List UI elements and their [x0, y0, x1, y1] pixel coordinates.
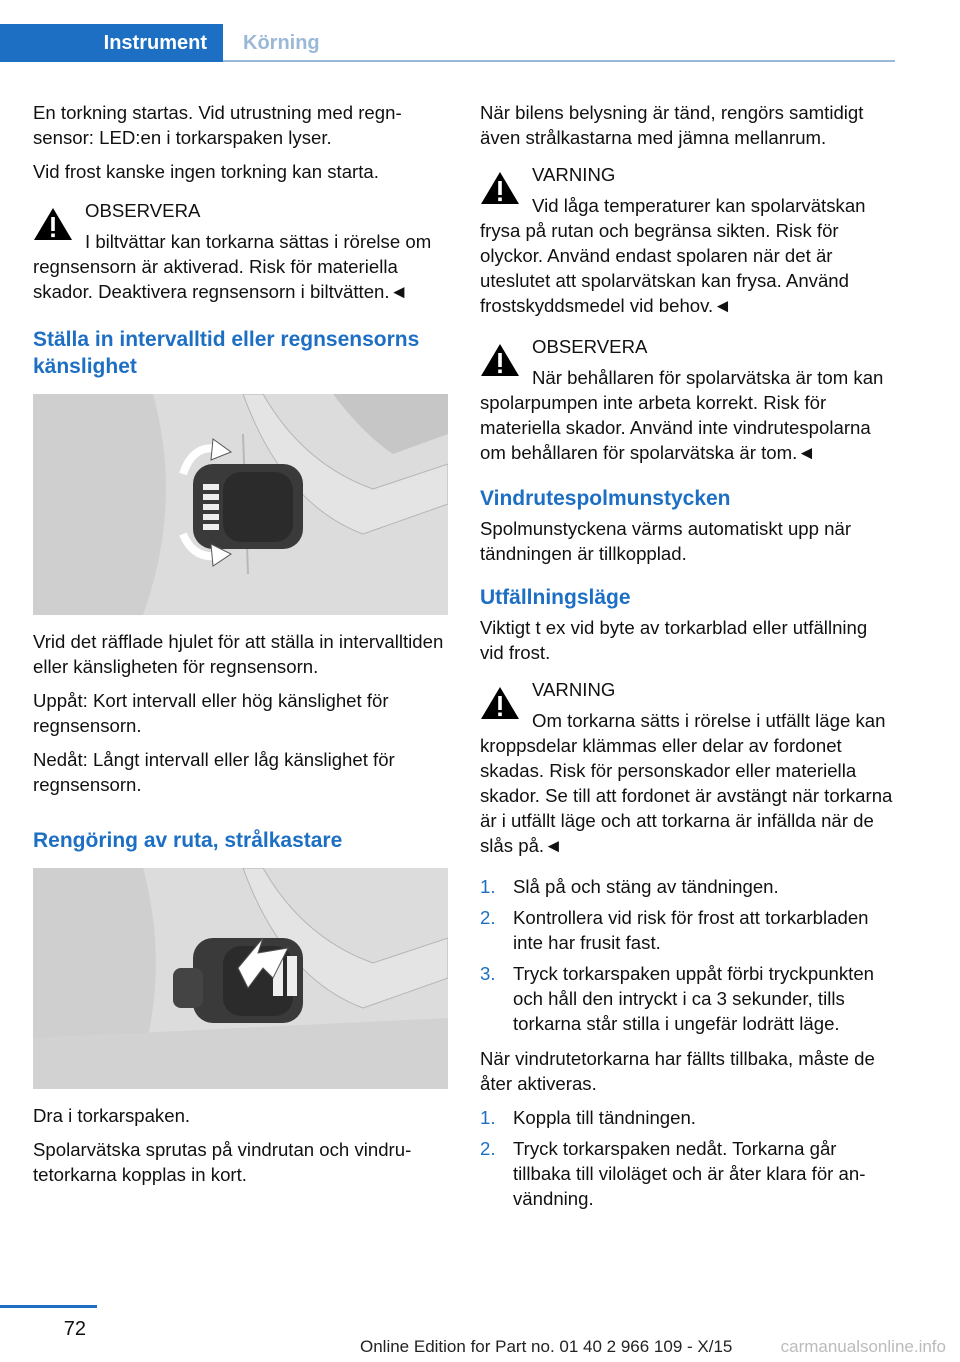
- list-number: 3.: [480, 963, 496, 984]
- list-item: [480, 905, 896, 955]
- list-text: Slå på och stäng av tändningen.: [513, 876, 779, 897]
- page-number: 72: [63, 1318, 86, 1340]
- warning-triangle-icon: [33, 206, 73, 242]
- list-number: 1.: [480, 1107, 496, 1128]
- list-number: 2.: [480, 907, 496, 928]
- tab-divider: [223, 60, 895, 62]
- tab-korning[interactable]: Körning: [243, 31, 320, 54]
- warning-triangle-icon: [480, 342, 520, 378]
- section-heading: Rengöring av ruta, strålkastare: [33, 829, 343, 852]
- caution-title: OBSERVERA: [532, 336, 648, 357]
- warning-title: VARNING: [532, 164, 616, 185]
- paragraph: Dra i torkarspaken.: [33, 1105, 191, 1126]
- paragraph: Nedåt: Långt intervall eller låg känslighet för regnsensorn.: [33, 749, 395, 795]
- right-column: [480, 100, 896, 1221]
- list-item: [480, 874, 896, 899]
- wiper-lever-pull-illustration: [33, 868, 448, 1089]
- warning-triangle-icon: [480, 170, 520, 206]
- list-text: Kontrollera vid risk för frost att torkarbladen inte har frusit fast.: [513, 907, 869, 953]
- caution-title: OBSERVERA: [85, 200, 201, 221]
- paragraph: Spolmunstyckena värms automatiskt upp när tändningen är tillkopplad.: [480, 518, 852, 564]
- paragraph: Vid frost kanske ingen torkning kan starta.: [33, 161, 379, 182]
- paragraph: En torkning startas. Vid utrustning med regnsensor: LED:en i torkarspaken lyser.: [33, 102, 402, 148]
- tab-instrument[interactable]: Instrument: [0, 24, 223, 62]
- caution-box: [33, 198, 449, 304]
- list-item: [480, 1105, 896, 1130]
- list-number: 2.: [480, 1138, 496, 1159]
- left-column: [33, 100, 449, 1196]
- section-heading: Utfällningsläge: [480, 586, 631, 609]
- section-heading: Vindrutespolmunstycken: [480, 487, 731, 510]
- list-item: [480, 1136, 896, 1211]
- list-text: Tryck torkarspaken uppåt förbi tryckpunkten och håll den intryckt i ca 3 sekunder, tills torkarna står stilla i ungefär lodrätt läge.: [513, 963, 875, 1034]
- list-text: Koppla till tändningen.: [513, 1107, 696, 1128]
- paragraph: Spolarvätska sprutas på vindrutan och vindrutetorkarna kopplas in kort.: [33, 1139, 412, 1185]
- paragraph: Viktigt t ex vid byte av torkarblad eller utfällning vid frost.: [480, 617, 868, 663]
- list-number: 1.: [480, 876, 496, 897]
- footer-rule: [0, 1305, 97, 1308]
- paragraph: Uppåt: Kort intervall eller hög känslighet för regnsensorn.: [33, 690, 389, 736]
- caution-text: När behållaren för spolarvätska är tom kan spolarpumpen inte arbeta korrekt. Risk för materiella skador. Använd inte vindrutespolarna om behållaren för spolarvätska är tom.◄: [480, 367, 884, 463]
- caution-box: [480, 334, 896, 465]
- caution-text: I biltvättar kan torkarna sättas i rörelse om regnsensorn är aktiverad. Risk för materiella skador. Deaktivera regnsensorn i biltvätten.◄: [33, 231, 432, 302]
- tab-bar: [0, 24, 895, 62]
- warning-text: Om torkarna sätts i rörelse i utfällt läge kan kroppsdelar klämmas eller delar av fordonet skadas. Risk för personskador eller materiella skador. Se till att fordonet är avstängt när torkarna är i utfällt läge och att torkarna är infällda när de slås på.◄: [480, 710, 893, 856]
- steps-list: [480, 1105, 896, 1211]
- list-item: [480, 961, 896, 1036]
- warning-text: Vid låga temperaturer kan spolarvätskan frysa på rutan och begränsa sikten. Risk för olyckor. Använd endast spolaren när det är uteslutet att spolarvätskan kan frysa. Använd frostskyddsmedel vid behov.◄: [480, 195, 866, 316]
- warning-triangle-icon: [480, 685, 520, 721]
- paragraph: När bilens belysning är tänd, rengörs samtidigt även strålkastarna med jämna mellanrum.: [480, 102, 864, 148]
- edition-note: Online Edition for Part no. 01 40 2 966 109 - X/15: [360, 1337, 733, 1356]
- paragraph: När vindrutetorkarna har fällts tillbaka, måste de åter aktiveras.: [480, 1048, 875, 1094]
- paragraph: Vrid det räfflade hjulet för att ställa in intervalltiden eller känsligheten för regnsensorn.: [33, 631, 444, 677]
- list-text: Tryck torkarspaken nedåt. Torkarna går tillbaka till viloläget och är åter klara för användning.: [513, 1138, 866, 1209]
- warning-box: [480, 677, 896, 858]
- watermark: carmanualsonline.info: [780, 1337, 946, 1356]
- wiper-lever-rotate-illustration: [33, 394, 448, 615]
- warning-title: VARNING: [532, 679, 616, 700]
- steps-list: [480, 874, 896, 1036]
- warning-box: [480, 162, 896, 318]
- section-heading: Ställa in intervalltid eller regnsensorns känslighet: [33, 328, 420, 378]
